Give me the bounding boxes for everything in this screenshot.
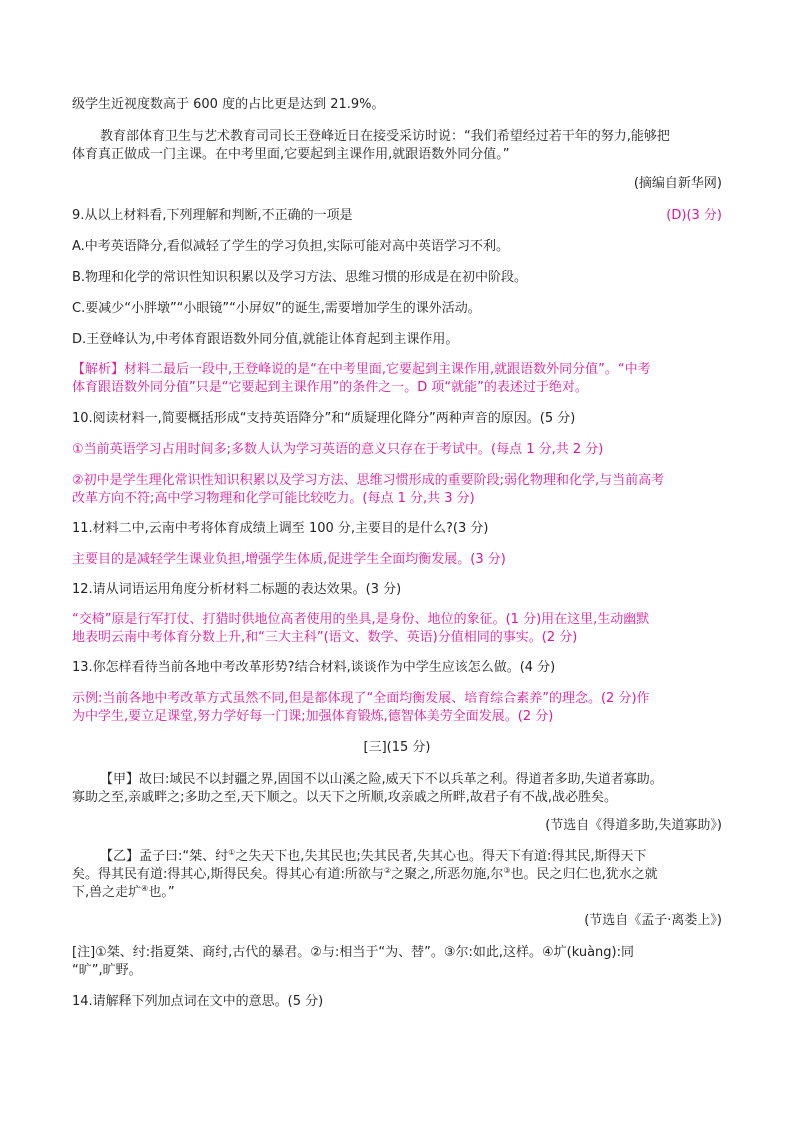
annotation-note: “旷”,旷野。 [72,963,142,978]
q9-answer-open: ( [666,208,672,223]
passage-yi-text: 矣。得其民有道:得其心,斯得民矣。得其心有道:所欲与 [72,867,384,882]
q10-answer-2: 改革方向不符;高中学习物理和化学可能比较吃力。(每点 1 分,共 3 分) [72,491,475,506]
q9-option-a: A.中考英语降分,看似减轻了学生的学习负担,实际可能对高中英语学习不利。 [72,239,510,254]
q10-answer-2: ②初中是学生理化常识性知识积累以及学习方法、思维习惯形成的重要阶段;弱化物理和化学,与当前高考 [72,473,665,488]
q12-answer: 地表明云南中考体育分数上升,和“三大主科”(语文、数学、英语)分值相同的事实。(2 分) [72,630,578,645]
q14-stem: 14.请解释下列加点词在文中的意思。(5 分) [72,994,324,1009]
passage-jia: 寡助之至,亲戚畔之;多助之至,天下顺之。以天下之所顺,攻亲戚之所畔,故君子有不战,战必胜矣。 [72,790,618,805]
q9-answer-close: )(3 分) [681,208,722,223]
q9-option-b: B.物理和化学的常识性知识积累以及学习方法、思维习惯的形成是在初中阶段。 [72,270,528,285]
q9-stem: 9.从以上材料看,下列理解和判断,不正确的一项是 [72,208,353,223]
footnote-marker: ③ [503,866,511,875]
q13-answer: 示例:当前各地中考改革方式虽然不同,但是都体现了“全面均衡发展、培育综合素养”的理念。(2 分)作 [72,691,650,706]
material-source: (摘编自新华网) [633,176,722,191]
q10-stem: 10.阅读材料一,简要概括形成“支持英语降分”和“质疑理化降分”两种声音的原因。(5 分) [72,411,576,426]
passage-yi-source: (节选自《孟子·离娄上》) [584,913,722,928]
passage-yi-text: 之聚之,所恶勿施,尔 [391,867,504,882]
footnote-marker: ① [228,848,236,857]
annotation-note: [注]①桀、纣:指夏桀、商纣,古代的暴君。②与:相当于“为、替”。③尔:如此,这样。④圹(kuàng):同 [72,945,634,960]
passage-yi [72,866,658,884]
passage-yi [100,848,646,866]
material-paragraph-line: 体育真正做成一门主课。在中考里面,它要起到主课作用,就跟语数外同分值。” [72,147,510,162]
material-paragraph-line: 教育部体育卫生与艺术教育司司长王登峰近日在接受采访时说：“我们希望经过若干年的努力,能够把 [100,129,670,144]
passage-jia-source: (节选自《得道多助,失道寡助》) [545,818,722,833]
q9-answer [666,207,722,225]
q12-stem: 12.请从词语运用角度分析材料二标题的表达效果。(3 分) [72,582,402,597]
q9-analysis: 体育跟语数外同分值”只是“它要起到主课作用”的条件之一。D 项“就能”的表述过于绝对。 [72,380,588,395]
passage-yi-text: 也。” [148,885,175,900]
passage-yi-text: 之失天下也,失其民也;失其民者,失其心也。得天下有道:得其民,斯得天下 [235,849,647,864]
footnote-marker: ④ [141,884,149,893]
q10-answer-1: ①当前英语学习占用时间多;多数人认为学习英语的意义只存在于考试中。(每点 1 分,共 2 分) [72,442,604,457]
q13-answer: 为中学生,要立足课堂,努力学好每一门课;加强体育锻炼,德智体美劳全面发展。(2 分) [72,709,554,724]
passage-yi [72,884,175,902]
passage-yi-text: 【乙】孟子曰:“桀、纣 [100,849,229,864]
q13-stem: 13.你怎样看待当前各地中考改革形势?结合材料,谈谈作为中学生应该怎么做。(4 分) [72,660,556,675]
passage-yi-text: 也。民之归仁也,犹水之就 [510,867,658,882]
q9-analysis: 【解析】材料二最后一段中,王登峰说的是“在中考里面,它要起到主课作用,就跟语数外同分值”。“中考 [72,362,651,377]
q9-answer-letter: D [671,208,682,223]
q11-stem: 11.材料二中,云南中考将体育成绩上调至 100 分,主要目的是什么?(3 分) [72,521,489,536]
footnote-marker: ② [383,866,392,875]
passage-jia: 【甲】故曰:域民不以封疆之界,固国不以山溪之险,威天下不以兵革之利。得道者多助,失道者寡助。 [100,772,663,787]
material-tail-line: 级学生近视度数高于 600 度的占比更是达到 21.9%。 [72,97,385,112]
section-heading: [三](15 分) [363,740,431,755]
passage-yi-text: 下,兽之走圹 [72,885,142,900]
q11-answer: 主要目的是减轻学生课业负担,增强学生体质,促进学生全面均衡发展。(3 分) [72,552,506,567]
q12-answer: “交椅”原是行军打仗、打猎时供地位高者使用的坐具,是身份、地位的象征。(1 分)用在这里,生动幽默 [72,612,650,627]
q9-option-d: D.王登峰认为,中考体育跟语数外同分值,就能让体育起到主课作用。 [72,332,459,347]
q9-option-c: C.要减少“小胖墩”“小眼镜”“小屏奴”的诞生,需要增加学生的课外活动。 [72,301,481,316]
